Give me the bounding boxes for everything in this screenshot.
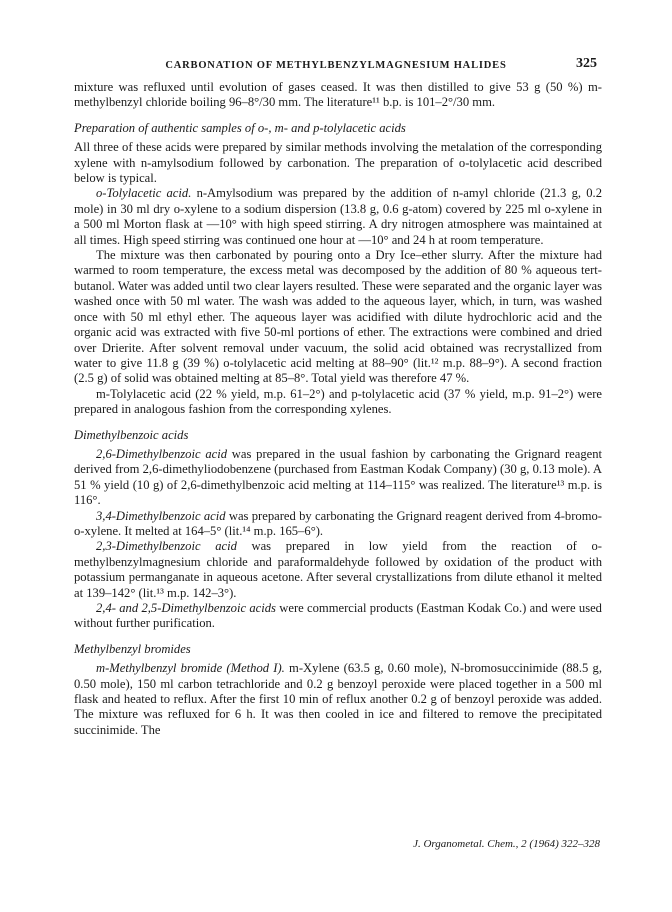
paragraph bbox=[74, 80, 602, 111]
paragraph-text: All three of these acids were prepared by similar methods involving the metalation of the corresponding xylene with n-amylsodium followed by carbonation. The preparation of o-tolylacetic acid described below is typical. bbox=[74, 140, 602, 186]
paragraph bbox=[74, 601, 602, 632]
paragraph-text: n-Amylsodium was prepared by the addition of n-amyl chloride (21.3 g, 0.2 mole) in 30 ml dry o-xylene to a sodium dispersion (13.8 g, 0.6 g-atom) covered by 225 ml o-xylene in a 500 ml Morton flask at —10° with high speed stirring. A dry nitrogen atmosphere was maintained at all times. High speed stirring was continued one hour at —10° and 24 h at room temperature. bbox=[74, 186, 602, 247]
paragraph-lead: o-Tolylacetic acid. bbox=[96, 186, 192, 201]
article-body bbox=[74, 80, 602, 738]
paragraph-text: was prepared by carbonating the Grignard reagent derived from 4-bromo-o-xylene. It melted at 164–5° (lit.¹⁴ m.p. 165–6°). bbox=[74, 508, 602, 538]
paragraph-text: was prepared in low yield from the reaction of o-methylbenzylmagnesium chloride and paraformaldehyde followed by oxidation of the product with potassium permanganate in aqueous acetone. After several crystallizations from dilute ethanol it melted at 139–142° (lit.¹³ m.p. 142–3°). bbox=[74, 539, 602, 600]
paragraph bbox=[74, 140, 602, 186]
section-heading: Dimethylbenzoic acids bbox=[74, 427, 189, 442]
paragraph-lead: 2,6-Dimethylbenzoic acid bbox=[96, 446, 228, 461]
section-heading: Methylbenzyl bromides bbox=[74, 641, 191, 656]
paragraph bbox=[74, 661, 602, 738]
paragraph-lead: 2,3-Dimethylbenzoic acid bbox=[96, 539, 237, 554]
section-heading: Preparation of authentic samples of o-, m- and p-tolylacetic acids bbox=[74, 120, 406, 135]
paragraph-lead: 2,4- and 2,5-Dimethylbenzoic acids bbox=[96, 601, 276, 615]
paragraph-text: were commercial products (Eastman Kodak Co.) and were used without further purification. bbox=[74, 601, 602, 631]
paragraph-text: mixture was refluxed until evolution of gases ceased. It was then distilled to give 53 g (50 %) m-methylbenzyl chloride boiling 96–8°/30 mm. The literature¹¹ b.p. is 101–2°/30 mm. bbox=[74, 80, 602, 110]
journal-citation: J. Organometal. Chem., 2 (1964) 322–328 bbox=[413, 838, 600, 850]
paragraph-text: was prepared in the usual fashion by carbonating the Grignard reagent derived from 2,6-dimethyliodobenzene (purchased from Eastman Kodak Company) (30 g, 0.13 mole). A 51 % yield (10 g) of 2,6-dimethylbenzoic acid melting at 114–115° was realized. The literature¹³ m.p. is 116°. bbox=[74, 446, 602, 508]
paragraph-text: m-Xylene (63.5 g, 0.60 mole), N-bromosuccinimide (88.5 g, 0.50 mole), 150 ml carbon tetrachloride and 0.2 g benzoyl peroxide were placed together in a 500 ml flask and heated to reflux. After the first 10 min of reflux another 0.2 g of benzoyl peroxide was added. The mixture was refluxed for 6 h. It was then cooled in ice and filtered to remove the precipitated succinimide. The bbox=[74, 661, 602, 737]
paragraph bbox=[74, 248, 602, 387]
paragraph bbox=[74, 387, 602, 418]
running-title: CARBONATION OF METHYLBENZYLMAGNESIUM HALIDES bbox=[165, 60, 507, 71]
paragraph bbox=[74, 447, 602, 509]
paragraph-text: The mixture was then carbonated by pouring onto a Dry Ice–ether slurry. After the mixture had warmed to room temperature, the excess metal was decomposed by the addition of 80 % aqueous tert-butanol. Water was added until two clear layers resulted. These were separated and the organic layer was washed once with 50 ml water. The wash was added to the aqueous layer, which, in turn, was washed once with 50 ml ethyl ether. The aqueous layer was acidified with dilute hydrochloric acid and the organic acid was extracted with five 50-ml portions of ether. The extractions were combined and dried over Drierite. After solvent removal under vacuum, the solid acid obtained was recrystallized from water to give 11.8 g (39 %) o-tolylacetic acid melting at 88–90° (lit.¹² m.p. 88–9°). A second fraction (2.5 g) of solid was obtained melting at 85–8°. Total yield was therefore 47 %. bbox=[74, 248, 602, 386]
page-number: 325 bbox=[576, 56, 597, 71]
paragraph bbox=[74, 186, 602, 248]
paragraph-lead: 3,4-Dimethylbenzoic acid bbox=[96, 508, 226, 523]
paragraph-lead: m-Methylbenzyl bromide (Method I). bbox=[96, 661, 285, 676]
paragraph bbox=[74, 539, 602, 601]
paragraph bbox=[74, 509, 602, 540]
paragraph-text: m-Tolylacetic acid (22 % yield, m.p. 61–2°) and p-tolylacetic acid (37 % yield, m.p. 91–2°) were prepared in analogous fashion from the corresponding xylenes. bbox=[74, 386, 602, 417]
